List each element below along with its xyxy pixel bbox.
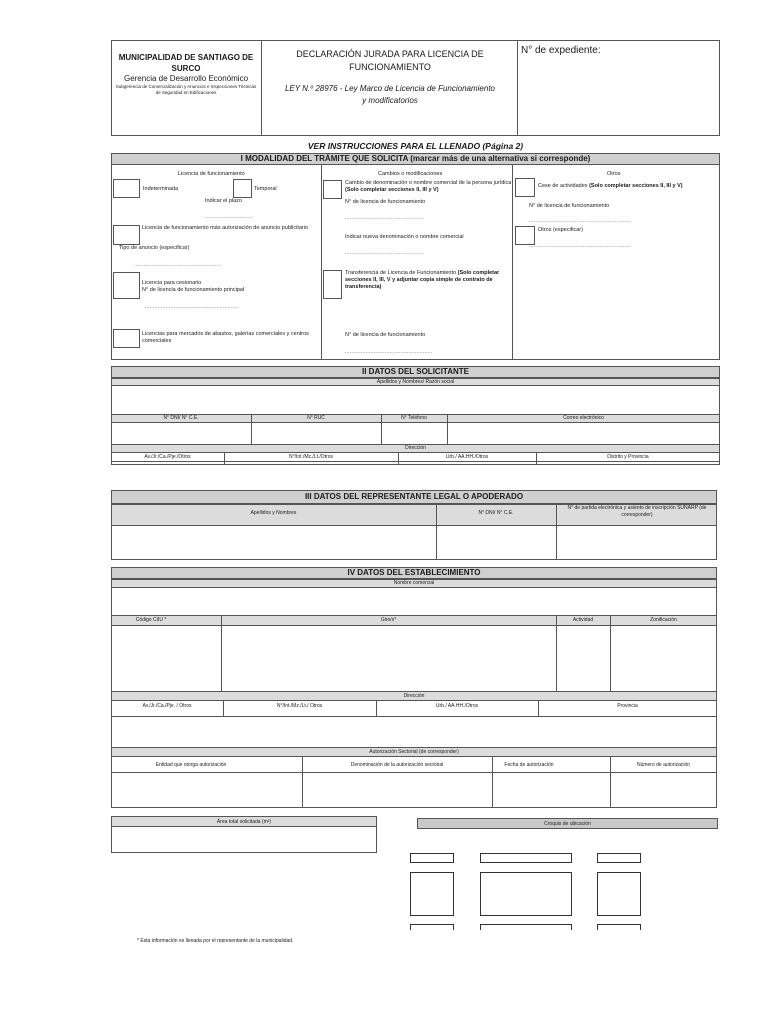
col-header-otros: Otros [607,171,621,177]
croquis-block [480,853,572,863]
nro-licencia-3-label: N° de licencia de funcionamiento [529,203,610,209]
cese-label [538,183,698,190]
temporal-label: Temporal [254,186,277,192]
section1-title: I MODALIDAD DEL TRÁMITE QUE SOLICITA (marcar más de una alternativa si corresponde) [111,153,720,165]
s4-provincia-label: Provincia [617,703,638,709]
correo-field[interactable] [448,423,719,444]
nro-licencia-2-label: N° de licencia de funcionamiento [345,332,426,338]
croquis-block [410,853,454,863]
nueva-denominacion-line[interactable]: .................................................. [345,250,425,256]
plazo-label: Indicar el plazo [205,198,242,204]
section1-col-divider-2 [512,165,513,360]
section2-apellidos-label: Apellidos y Nombres/ Razón social [111,378,720,386]
section3-title: III DATOS DEL REPRESENTANTE LEGAL O APODERADO [111,490,717,504]
form-title: DECLARACIÓN JURADA PARA LICENCIA DE FUNCIONAMIENTO [296,49,484,72]
telefono-field[interactable] [382,423,447,444]
subgerencia-name: Subgerencia de Comercialización y Anuncios e Inspecciones Técnicas de Seguridad en Edificaciones [115,84,257,95]
cesionario-label: Licencia para cesionario [142,280,202,286]
croquis-label: Croquis de ubicación [417,818,718,829]
expediente-label: N° de expediente: [521,45,601,56]
numero-aut-field[interactable] [611,773,716,807]
s2-numero-label: N°/Int./Mz./Lt./Otros [289,454,333,460]
transferencia-checkbox[interactable] [323,270,342,299]
representante-nombre-field[interactable] [112,527,436,559]
s4-urb-label: Urb./ AA.HH./Otros [435,703,479,709]
col-header-licencia: Licencia de funcionamiento [178,171,245,177]
section2-title: II DATOS DEL SOLICITANTE [111,366,720,378]
s2-addr-line [111,461,720,462]
section4-title: IV DATOS DEL ESTABLECIMIENTO [111,567,717,579]
anuncio-label: Licencia de funcionamiento más autorización de anuncio publicitario [142,225,309,231]
cambio-denominacion-label [345,180,513,194]
telefono-label: N° Teléfono [401,415,427,421]
actividad-label: Actividad [572,617,594,623]
tipo-anuncio-label: Tipo de anuncio (especificar) [119,245,190,251]
col-header-cambios: Cambios o modificaciones [378,171,443,177]
correo-label: Correo electrónico [563,415,604,421]
nro-licencia-3-line[interactable]: ................................................................ [529,218,631,224]
cese-note: (Solo completar secciones II, III y V) [589,183,683,189]
s4-direccion-label: Dirección [111,691,717,701]
transferencia-note: (Solo completar secciones II, III, V y adjuntar copia simple de contrato de transferencia) [345,270,500,290]
mercados-checkbox[interactable] [113,329,140,348]
indeterminada-checkbox[interactable] [113,179,140,198]
s4-numero-label: N°/Int./Mz./Lt./ Otros [276,703,323,709]
ruc-field[interactable] [252,423,381,444]
area-field[interactable] [112,828,376,852]
giro-label: Giro/s* [380,617,397,623]
zonificacion-label: Zonificación [650,617,677,623]
s4-via-label: Av./Jr./Ca./Pje. / Otros [142,703,192,709]
s2-via-label: Av./Jr./Ca./Pje./Otros [144,454,191,460]
header-divider-1 [261,40,262,136]
anuncio-checkbox[interactable] [113,225,140,245]
s2-distrito-label: Distrito y Provincia [607,454,649,460]
transferencia-text: Transferencia de Licencia de Funcionamiento [345,270,457,276]
nro-licencia-1-line[interactable]: .................................................. [345,215,425,221]
gerencia-name: Gerencia de Desarrollo Económico [123,74,249,83]
s3-apellidos-label: Apellidos y Nombres [250,510,297,516]
cesionario-line[interactable]: ........................................................... [145,304,239,310]
nombre-comercial-field[interactable] [112,588,716,615]
entidad-label: Entidad que otorga autorización [155,762,227,768]
dni-field[interactable] [112,423,251,444]
cambio-denominacion-text: Cambio de denominación o nombre comercial de la persona jurídica [345,180,512,186]
section2-direccion-label: Dirección [111,444,720,453]
representante-dni-field[interactable] [437,527,556,559]
numero-aut-label: Número de autorización [636,762,691,768]
municipality-block [113,52,259,96]
area-label: Área total solicitada (m²) [111,816,377,827]
actividad-field[interactable] [557,627,610,691]
denominacion-aut-field[interactable] [303,773,492,807]
fecha-aut-field[interactable] [493,773,610,807]
entidad-field[interactable] [112,773,302,807]
otros-line[interactable]: ................................................................ [529,243,631,249]
nro-licencia-2-line[interactable]: ....................................................... [345,349,433,355]
croquis-block [410,924,454,930]
giro-field[interactable] [222,627,556,691]
dni-label: N° DNI/ N° C.E. [163,415,199,421]
s4-autorizacion-label: Autorización Sectorial (de corresponder) [111,747,717,757]
footnote: * Esta información es llenada por el representante de la municipalidad. [137,938,294,944]
fecha-aut-label: Fecha de autorización [504,762,554,768]
tipo-anuncio-line[interactable]: ....................................................... [134,262,222,268]
nro-licencia-1-label: N° de licencia de funcionamiento [345,199,426,205]
cesionario-checkbox[interactable] [113,272,140,299]
indeterminada-label: Indeterminada [143,186,179,192]
otros-label: Otros (especificar) [538,227,583,233]
croquis-block [597,872,641,916]
s3-partida-label: N° de partida electrónica y asiento de inscripción SUNARP (de corresponder) [567,505,707,518]
municipality-name: MUNICIPALIDAD DE SANTIAGO DE SURCO [118,53,254,73]
cesionario-licencia-label: N° de licencia de funcionamiento principal [142,287,245,293]
croquis-area[interactable] [400,830,718,930]
croquis-block [597,853,641,863]
instructions-note: VER INSTRUCCIONES PARA EL LLENADO (Página 2) [307,141,524,151]
header-divider-2 [517,40,518,136]
s2-urb-label: Urb./ AA.HH./Otros [445,454,489,460]
cambio-denominacion-note: (Solo completar secciones II, III y V) [345,186,439,193]
transferencia-label [345,270,501,291]
representante-partida-field[interactable] [557,527,716,559]
croquis-block [410,872,454,916]
croquis-block [597,924,641,930]
s4-addr-line [111,716,717,717]
s3-dni-label: N° DNI/ N° C.E. [478,510,514,516]
croquis-block [480,872,572,916]
temporal-checkbox[interactable] [233,179,252,198]
ruc-label: N° RUC [307,415,325,421]
zonificacion-field[interactable] [611,627,716,691]
cese-text: Cese de actividades [538,183,588,189]
cese-checkbox[interactable] [515,178,535,197]
ciiu-field[interactable] [112,627,221,691]
plazo-line[interactable]: .............................. [205,214,253,220]
ciiu-label: Código CIIU * [135,617,167,623]
law-reference: LEY N.º 28976 - Ley Marco de Licencia de Funcionamiento y modificatorios [284,84,495,105]
cambio-denominacion-checkbox[interactable] [323,180,342,199]
nueva-denominacion-label: Indicar nueva denominación o nombre comercial [345,234,464,240]
solicitante-nombre-field[interactable] [112,386,719,414]
mercados-label: Licencias para mercados de abastos, galerías comerciales y centros comerciales [142,331,309,344]
croquis-block [480,924,572,930]
denominacion-aut-label: Denominación de la autorización sectorial [350,762,444,768]
s4-nombre-label: Nombre comercial [111,579,717,588]
